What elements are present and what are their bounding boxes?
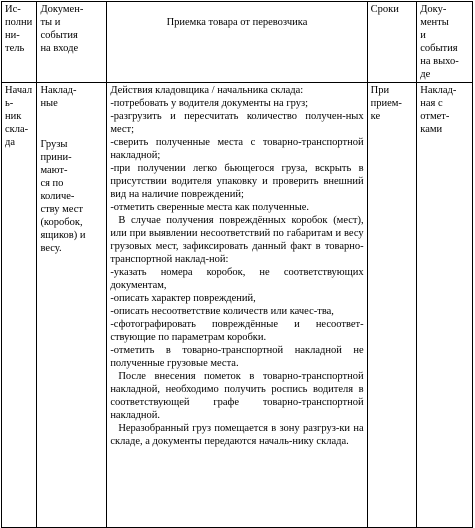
step-line: -потребовать у водителя документы на груз; [110, 98, 309, 109]
step-line: После внесения пометок в товарно-транспортной накладной, необходимо получить роспись водителя в соответствующей графе товарно-транспортной накладной. [110, 371, 364, 421]
step-line: -описать несоответствие количеств или качес-тва, [110, 306, 334, 317]
cell-output-docs: Наклад- ная с отмет- ками [417, 83, 473, 528]
input-docs-note: Грузы прини- мают- ся по количе- ству мест (коробок, ящиков) и весу. [40, 139, 86, 254]
cell-process-steps [107, 83, 367, 528]
header-executor: Ис- полни ни- тель [2, 2, 37, 83]
step-line: -сфотографировать повреждённые и несоответ-ствующие по параметрам коробки. [110, 319, 364, 343]
step-line: -сверить полученные места с товарно-транспортной накладной; [110, 137, 364, 161]
step-line: -отметить в товарно-транспортной накладной не полученные грузовые места. [110, 345, 364, 369]
document-page [1, 1, 473, 528]
table-row [2, 83, 473, 528]
input-docs-title: Наклад- ные [40, 85, 77, 109]
step-line: -разгрузить и пересчитать количество получен-ных мест; [110, 111, 364, 135]
process-table [1, 1, 473, 528]
step-line: Действия кладовщика / начальника склада: [110, 85, 304, 96]
table-header-row [2, 2, 473, 83]
cell-executor: Началь- ник скла- да [2, 83, 37, 528]
cell-deadline: При прием- ке [367, 83, 417, 528]
cell-input-docs [37, 83, 107, 528]
step-line: -отметить сверенные места как полученные. [110, 202, 310, 213]
step-line: -указать номера коробок, не соответствующих документам, [110, 267, 364, 291]
header-process-title: Приемка товара от перевозчика [107, 2, 367, 83]
step-line: -при получении легко бьющегося груза, вскрыть в присутствии водителя упаковку и проверить внешний вид на наличие повреждений; [110, 163, 364, 200]
header-input-docs: Докумен- ты и события на входе [37, 2, 107, 83]
step-line: Неразобранный груз помещается в зону разгруз-ки на складе, а документы передаются началь-нику склада. [110, 423, 364, 447]
step-line: В случае получения повреждённых коробок (мест), или при выявлении несоответствий по габаритам и весу грузовых мест, зафиксировать данный факт в товарно-транспортной наклад-ной: [110, 215, 364, 265]
step-line: -описать характер повреждений, [110, 293, 256, 304]
header-deadlines: Сроки [367, 2, 417, 83]
header-output-docs: Доку- менты и события на выхо- де [417, 2, 473, 83]
